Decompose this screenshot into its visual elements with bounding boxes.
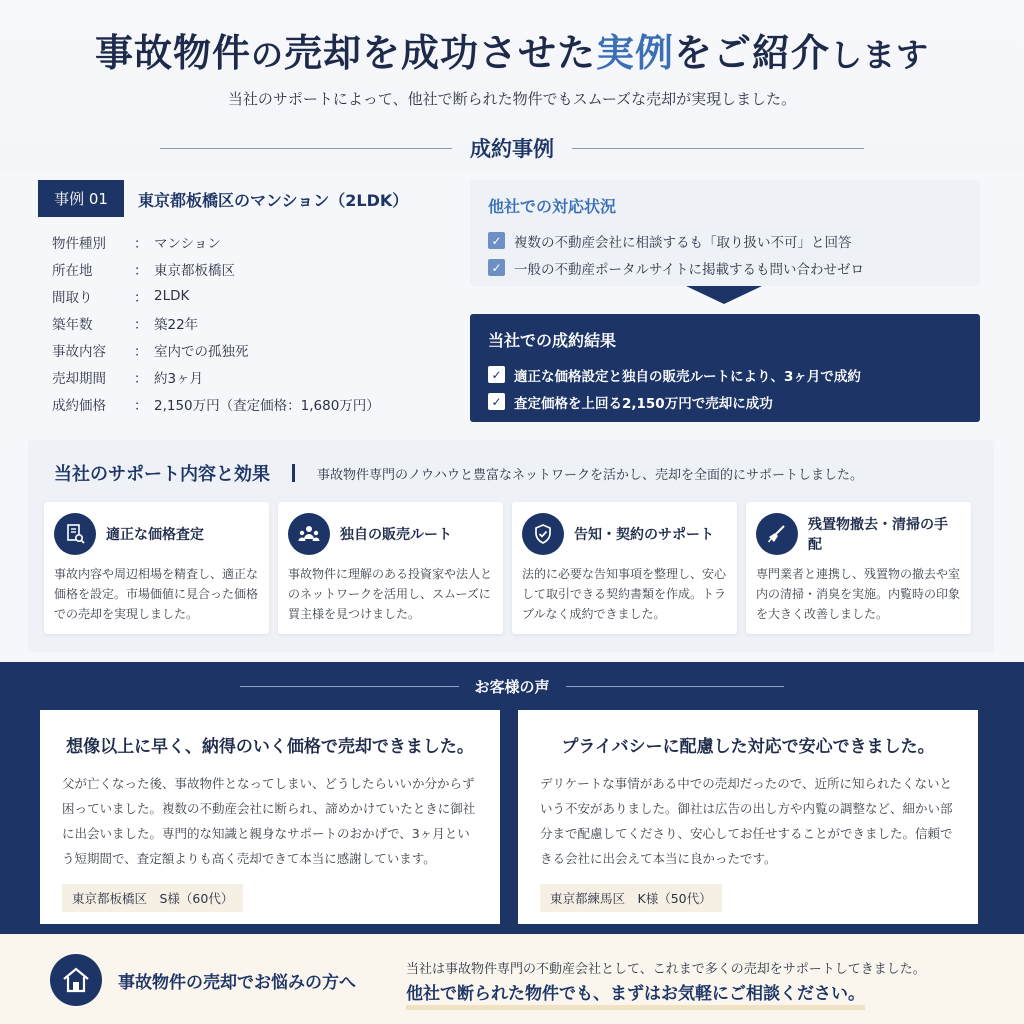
spec-row [52,336,452,363]
voices-title: お客様の声 [474,678,550,696]
title-part: 売却を成功させた [283,30,596,75]
divider [572,148,864,149]
title-part: をご紹介 [674,30,831,75]
testimonial-author: 東京都練馬区 K様（50代） [540,884,722,912]
spec-label: 事故内容 [52,343,106,360]
testimonial-card [518,710,978,924]
card-body: 事故物件に理解のある投資家や法人とのネットワークを活用し、スムーズに買主様を見つけました。 [288,567,493,621]
status-item-text: 一般の不動産ポータルサイトに掲載するも問い合わせゼロ [514,261,865,278]
checkbox-icon: ✓ [488,366,505,383]
spec-separator: ： [134,262,148,279]
footer-title: 事故物件の売却でお悩みの方へ [118,973,356,993]
spec-value: マンション [154,235,221,252]
arrow-down-icon [686,286,762,304]
title-part: の [250,36,284,74]
title-accent: 実例 [596,30,675,75]
support-section [28,440,994,652]
page-title [0,22,1024,77]
spec-separator: ： [134,316,148,333]
customer-voices-section [0,662,1024,934]
support-card [746,502,971,634]
checkbox-icon: ✓ [488,232,505,249]
spec-separator: ： [134,235,148,252]
footer-cta-section [0,934,1024,1024]
divider [292,464,295,482]
spec-value: 約3ヶ月 [154,370,204,387]
spec-label: 物件種別 [52,235,106,252]
result-item-text: 適正な価格設定と独自の販売ルートにより、3ヶ月で成約 [514,368,861,385]
spec-label: 所在地 [52,262,93,279]
support-cards [44,502,974,634]
spec-value: 2LDK [154,287,190,304]
card-title: 告知・契約のサポート [574,527,714,543]
consultation-cta[interactable]: 他社で断られた物件でも、まずはお気軽にご相談ください。 [406,983,865,1010]
spec-row [52,309,452,336]
status-item-text: 複数の不動産会社に相談するも「取り扱い不可」と回答 [514,234,852,251]
divider [160,148,452,149]
status-item [488,227,962,254]
our-result-panel [470,314,980,422]
spec-row [52,255,452,282]
spec-separator: ： [134,289,148,306]
spec-separator: ： [134,397,148,414]
card-body: 法的に必要な告知事項を整理し、安心して取引できる契約書類を作成。トラブルなく成約できました。 [522,567,727,621]
broom-icon [756,513,798,555]
page-subtitle: 当社のサポートによって、他社で断られた物件でもスムーズな売却が実現しました。 [227,90,797,108]
spec-row [52,363,452,390]
spec-label: 築年数 [52,316,93,333]
status-item [488,254,962,281]
card-body: 専門業者と連携し、残置物の撤去や室内の清掃・消臭を実施。内覧時の印象を大きく改善しました。 [756,567,961,621]
spec-value: 東京都板橋区 [154,262,235,279]
support-desc: 事故物件専門のノウハウと豊富なネットワークを活かし、売却を全面的にサポートしました。 [317,467,864,483]
testimonial-body: 父が亡くなった後、事故物件となってしまい、どうしたらいいか分からず困っていました。複数の不動産会社に断られ、諦めかけていたときに御社に出会いました。専門的な知識と親身なサポートのおかげで、3ヶ月という短期間で、査定額よりも高く売却できて本当に感謝しています。 [62,776,476,866]
spec-value: 2,150万円（査定価格：1,680万円） [154,397,380,414]
home-icon [50,954,102,1006]
support-title: 当社のサポート内容と効果 [54,464,270,485]
testimonial-headline: 想像以上に早く、納得のいく価格で売却できました。 [66,737,474,757]
case-badge: 事例 01 [38,180,124,217]
spec-row [52,282,452,309]
result-item [488,388,962,415]
voices-heading [240,676,784,697]
title-part: します [830,36,930,74]
title-part: 事故物件 [94,30,251,75]
spec-label: 成約価格 [52,397,106,414]
footer-desc: 当社は事故物件専門の不動産会社として、これまで多くの売却をサポートしてきました。 [406,962,926,977]
spec-row [52,228,452,255]
shield-check-icon [522,513,564,555]
checkbox-icon: ✓ [488,393,505,410]
card-title: 独自の販売ルート [340,527,452,543]
support-card [44,502,269,634]
spec-row [52,390,452,417]
spec-value: 室内での孤独死 [154,343,249,360]
testimonial-card [40,710,500,924]
section-heading-cases [160,133,864,163]
case-spec-list [52,228,452,417]
testimonial-headline: プライバシーに配慮した対応で安心できました。 [561,737,935,757]
card-title: 残置物撤去・清掃の手配 [808,517,948,553]
spec-separator: ： [134,370,148,387]
hero-section [0,0,1024,170]
testimonial-body: デリケートな事情がある中での売却だったので、近所に知られたくないという不安がありました。御社は広告の出し方や内覧の調整など、細かい部分まで配慮してくださり、安心してお任せすることができました。信頼できる会社に出会えて本当に良かったです。 [540,776,953,866]
testimonial-author: 東京都板橋区 S様（60代） [62,884,243,912]
spec-label: 間取り [52,289,93,306]
spec-label: 売却期間 [52,370,106,387]
document-search-icon [54,513,96,555]
support-heading [54,460,863,486]
divider [240,686,459,687]
divider [566,686,785,687]
spec-separator: ： [134,343,148,360]
result-item [488,361,962,388]
case-title: 東京都板橋区のマンション（2LDK） [138,191,409,210]
card-body: 事故内容や周辺相場を精査し、適正な価格を設定。市場価値に見合った価格での売却を実現しました。 [54,567,259,621]
other-company-status-panel [470,180,980,286]
support-card [512,502,737,634]
spec-value: 築22年 [154,316,199,333]
checkbox-icon: ✓ [488,259,505,276]
section-title: 成約事例 [470,137,554,161]
card-title: 適正な価格査定 [106,527,204,543]
support-card [278,502,503,634]
result-title: 当社での成約結果 [488,331,617,350]
people-network-icon [288,513,330,555]
result-item-text: 査定価格を上回る2,150万円で売却に成功 [514,395,773,412]
other-status-title: 他社での対応状況 [488,197,617,216]
